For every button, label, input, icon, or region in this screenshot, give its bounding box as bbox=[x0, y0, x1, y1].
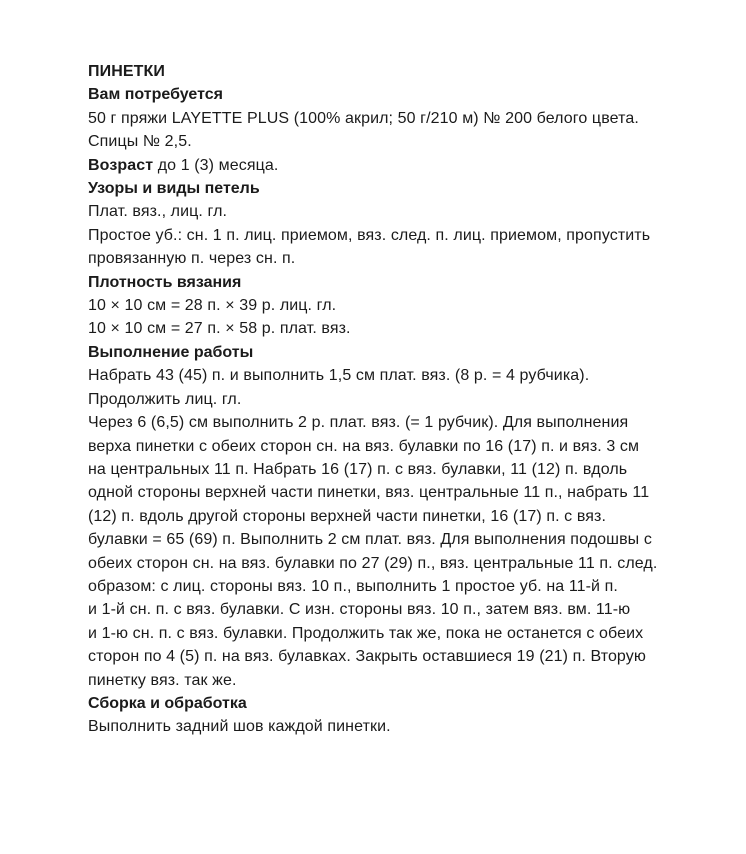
work-line: (12) п. вдоль другой стороны верхней части пинетки, 16 (17) п. с вяз. bbox=[88, 507, 606, 525]
age-line bbox=[88, 154, 728, 177]
patterns-heading: Узоры и виды петель bbox=[88, 180, 260, 198]
work-line: обеих сторон сн. на вяз. булавки по 27 (29) п., вяз. центральные 11 п. след. bbox=[88, 554, 658, 572]
work-line: Набрать 43 (45) п. и выполнить 1,5 см плат. вяз. (8 р. = 4 рубчика). bbox=[88, 367, 590, 385]
patterns-line: провязанную п. через сн. п. bbox=[88, 250, 296, 268]
work-line: верха пинетки с обеих сторон сн. на вяз. булавки по 16 (17) п. и вяз. 3 см bbox=[88, 437, 640, 455]
materials-heading: Вам потребуется bbox=[88, 86, 223, 104]
work-line: пинетку вяз. так же. bbox=[88, 671, 237, 689]
gauge-line: 10 × 10 см = 28 п. × 39 р. лиц. гл. bbox=[88, 297, 337, 315]
assembly-line: Выполнить задний шов каждой пинетки. bbox=[88, 718, 391, 736]
age-label: Возраст bbox=[88, 156, 154, 174]
materials-line: Спицы № 2,5. bbox=[88, 133, 192, 151]
work-line: булавки = 65 (69) п. Выполнить 2 см плат. вяз. Для выполнения подошвы с bbox=[88, 531, 652, 549]
work-heading: Выполнение работы bbox=[88, 343, 254, 361]
work-line: на центральных 11 п. Набрать 16 (17) п. с вяз. булавки, 11 (12) п. вдоль bbox=[88, 460, 628, 478]
work-line: образом: с лиц. стороны вяз. 10 п., выполнить 1 простое уб. на 11-й п. bbox=[88, 577, 618, 595]
gauge-heading: Плотность вязания bbox=[88, 273, 242, 291]
work-line: Продолжить лиц. гл. bbox=[88, 390, 242, 408]
age-value: до 1 (3) месяца. bbox=[153, 156, 279, 174]
page-title: ПИНЕТКИ bbox=[88, 63, 165, 80]
work-line: и 1-й сн. п. с вяз. булавки. С изн. стороны вяз. 10 п., затем вяз. вм. 11-ю bbox=[88, 601, 631, 619]
assembly-heading: Сборка и обработка bbox=[88, 694, 247, 712]
materials-line: 50 г пряжи LAYETTE PLUS (100% акрил; 50 г/210 м) № 200 белого цвета. bbox=[88, 109, 639, 127]
gauge-line: 10 × 10 см = 27 п. × 58 р. плат. вяз. bbox=[88, 320, 351, 338]
patterns-line: Плат. вяз., лиц. гл. bbox=[88, 203, 228, 221]
work-line: одной стороны верхней части пинетки, вяз. центральные 11 п., набрать 11 bbox=[88, 484, 650, 502]
work-line: Через 6 (6,5) см выполнить 2 р. плат. вяз. (= 1 рубчик). Для выполнения bbox=[88, 414, 629, 432]
work-line: сторон по 4 (5) п. на вяз. булавках. Закрыть оставшиеся 19 (21) п. Вторую bbox=[88, 648, 646, 666]
work-line: и 1-ю сн. п. с вяз. булавки. Продолжить так же, пока не останется с обеих bbox=[88, 624, 644, 642]
document-page bbox=[88, 58, 728, 739]
patterns-line: Простое уб.: сн. 1 п. лиц. приемом, вяз. след. п. лиц. приемом, пропустить bbox=[88, 226, 651, 244]
